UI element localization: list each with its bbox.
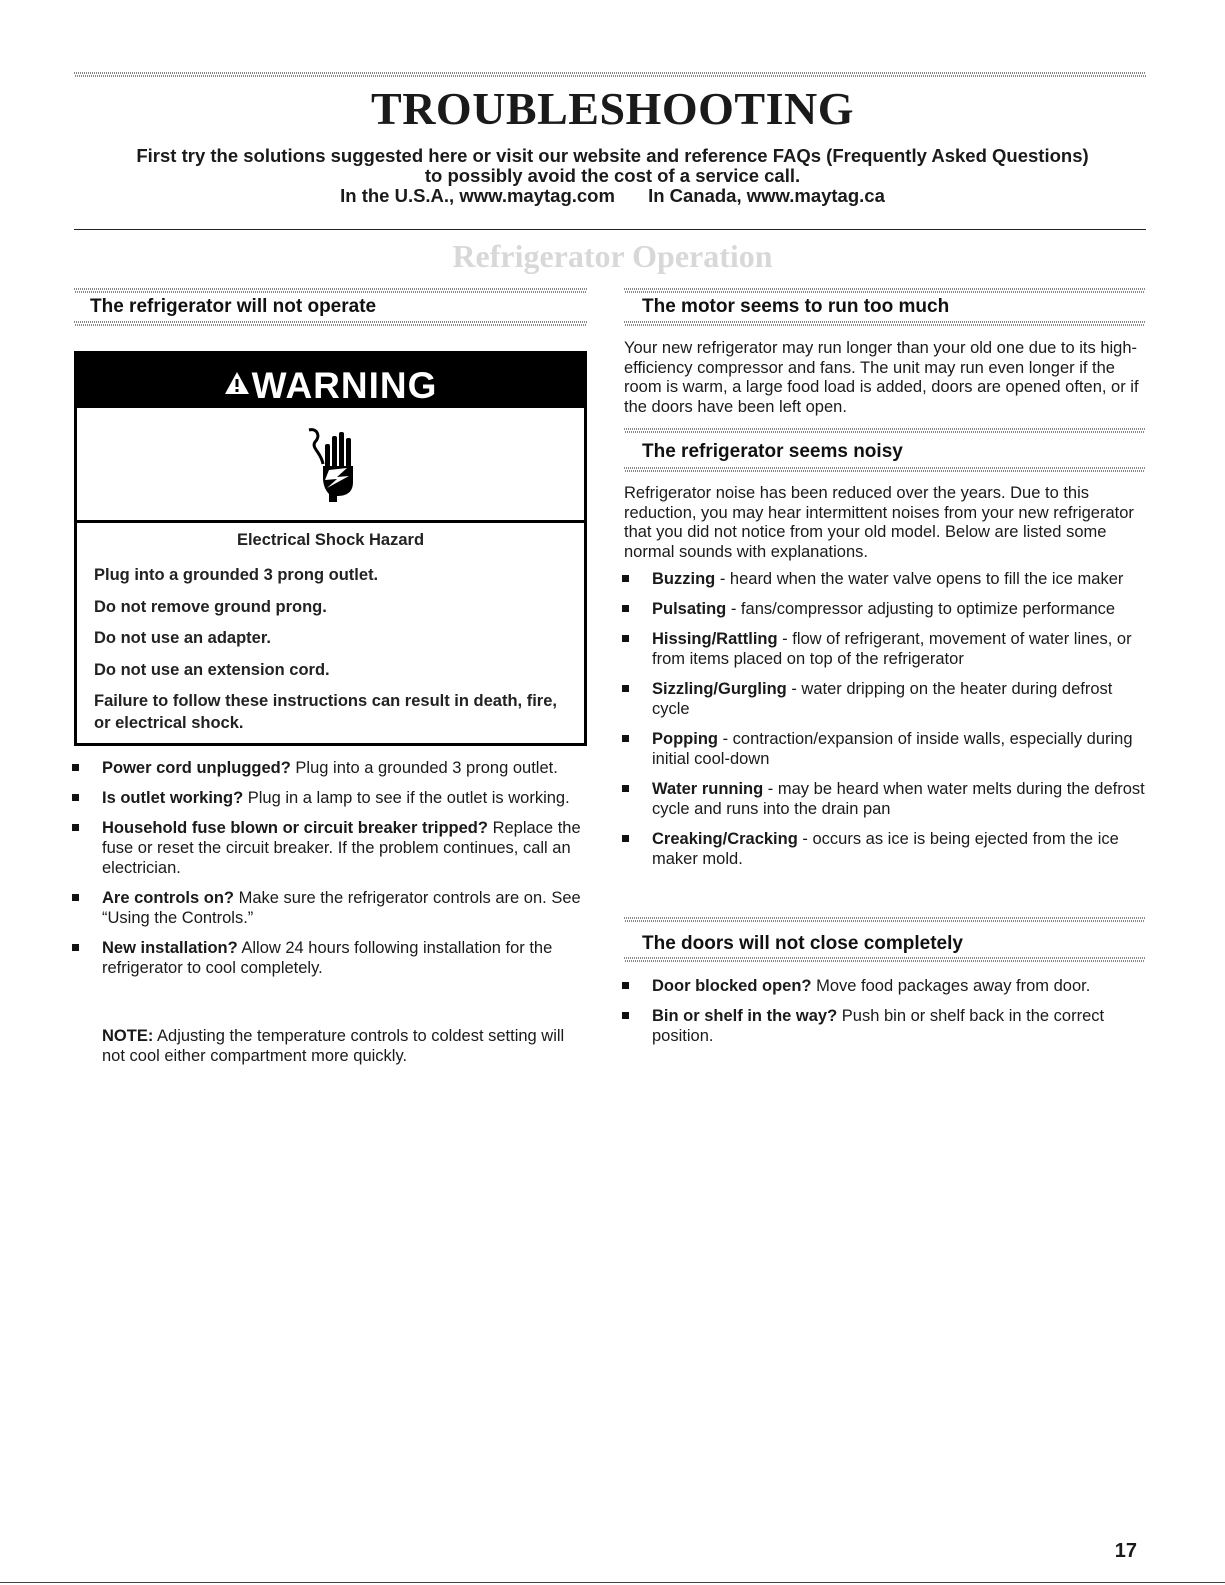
usa-website: In the U.S.A., www.maytag.com <box>340 185 615 206</box>
warning-line: Failure to follow these instructions can result in death, fire, or electrical shock. <box>94 692 557 732</box>
item-lead: Sizzling/Gurgling <box>652 680 787 698</box>
item-lead: Are controls on? <box>102 889 235 907</box>
item-lead: Is outlet working? <box>102 789 244 807</box>
item-text: - contraction/expansion of inside walls, especially during initial cool-down <box>652 730 1133 768</box>
motor-heading: The motor seems to run too much <box>642 296 950 317</box>
intro-line-1: First try the solutions suggested here or visit our website and reference FAQs (Frequently Asked Questions) <box>136 145 1089 166</box>
website-links <box>60 186 1165 206</box>
page-title: TROUBLESHOOTING <box>371 83 854 134</box>
warning-label: WARNING <box>251 365 438 406</box>
list-item <box>72 788 588 808</box>
noise-list <box>622 569 1146 879</box>
item-text: Move food packages away from door. <box>811 977 1091 995</box>
item-lead: Creaking/Cracking <box>652 830 798 848</box>
list-item <box>72 888 588 928</box>
warning-triangle-icon <box>224 354 250 412</box>
warning-line: Do not remove ground prong. <box>94 597 327 616</box>
bullet-square-icon <box>622 835 629 842</box>
bullet-square-icon <box>72 894 79 901</box>
item-text: - water dripping on the heater during defrost cycle <box>652 680 1113 718</box>
left-heading: The refrigerator will not operate <box>90 296 377 317</box>
bullet-square-icon <box>622 785 629 792</box>
doors-heading: The doors will not close completely <box>642 933 963 954</box>
list-item <box>72 938 588 978</box>
item-lead: Hissing/Rattling <box>652 630 778 648</box>
left-bullet-list <box>72 758 588 988</box>
list-item <box>72 758 588 778</box>
bullet-square-icon <box>622 1012 629 1019</box>
item-text: - may be heard when water melts during the defrost cycle and runs into the drain pan <box>652 780 1145 818</box>
noisy-text: Refrigerator noise has been reduced over the years. Due to this reduction, you may hear intermittent noises from your new refrigerator that you did not notice from your old model. Below are listed some normal sounds with explanations. <box>624 484 1134 561</box>
bottom-rule <box>0 1582 1225 1583</box>
item-text: - heard when the water valve opens to fill the ice maker <box>715 570 1124 588</box>
warning-line: Plug into a grounded 3 prong outlet. <box>94 566 379 584</box>
motor-heading-rule-top <box>624 288 1145 293</box>
item-lead: Door blocked open? <box>652 977 812 995</box>
note <box>102 1026 587 1066</box>
list-item <box>622 599 1146 619</box>
item-lead: Power cord unplugged? <box>102 759 291 777</box>
bullet-square-icon <box>72 824 79 831</box>
item-lead: New installation? <box>102 939 238 957</box>
item-text: Allow 24 hours following installation for the refrigerator to cool completely. <box>102 939 553 977</box>
bullet-square-icon <box>622 575 629 582</box>
doors-heading-rule-bottom <box>624 957 1145 962</box>
left-heading-rule-bottom <box>74 321 587 326</box>
bullet-square-icon <box>622 605 629 612</box>
note-label: NOTE: <box>102 1027 154 1045</box>
item-lead: Popping <box>652 730 718 748</box>
left-heading-rule-top <box>74 288 587 293</box>
bullet-square-icon <box>72 794 79 801</box>
item-lead: Pulsating <box>652 600 727 618</box>
bullet-square-icon <box>72 944 79 951</box>
noisy-heading: The refrigerator seems noisy <box>642 441 903 462</box>
list-item <box>622 569 1146 589</box>
warning-line: Do not use an adapter. <box>94 629 271 647</box>
intro-line-2: to possibly avoid the cost of a service call. <box>424 165 801 186</box>
item-lead: Bin or shelf in the way? <box>652 1007 838 1025</box>
warning-header <box>77 354 584 408</box>
intro-text <box>60 146 1165 206</box>
bullet-square-icon <box>622 982 629 989</box>
list-item <box>622 629 1146 669</box>
list-item <box>622 679 1146 719</box>
item-text: Push bin or shelf back in the correct position. <box>652 1007 1105 1045</box>
list-item <box>622 1006 1146 1046</box>
top-dotted-rule <box>74 72 1146 77</box>
bullet-square-icon <box>622 635 629 642</box>
list-item <box>622 779 1146 819</box>
doors-list <box>622 976 1146 1056</box>
bullet-square-icon <box>622 685 629 692</box>
electrical-shock-hand-icon <box>307 422 363 509</box>
noisy-heading-rule-top <box>624 428 1145 433</box>
doors-heading-rule-top <box>624 917 1145 922</box>
item-text: Replace the fuse or reset the circuit breaker. If the problem continues, call an electrician. <box>102 819 581 877</box>
hazard-title: Electrical Shock Hazard <box>236 531 425 549</box>
page-number: 17 <box>1114 1540 1137 1562</box>
section-title: Refrigerator Operation <box>452 238 773 274</box>
noisy-heading-rule-bottom <box>624 467 1145 472</box>
header-divider <box>74 229 1146 230</box>
warning-line: Do not use an extension cord. <box>94 660 330 679</box>
list-item <box>72 818 588 878</box>
list-item <box>622 976 1146 996</box>
item-lead: Household fuse blown or circuit breaker tripped? <box>102 819 488 837</box>
note-text: Adjusting the temperature controls to coldest setting will not cool either compartment more quickly. <box>102 1027 565 1065</box>
motor-text: Your new refrigerator may run longer than your old one due to its high-efficiency compressor and fans. The unit may run even longer if the room is warm, a large food load is added, doors are opened often, or if the doors have been left open. <box>624 339 1139 416</box>
bullet-square-icon <box>622 735 629 742</box>
item-text: Plug in a lamp to see if the outlet is working. <box>243 789 570 807</box>
bullet-square-icon <box>72 764 79 771</box>
warning-list <box>94 564 564 744</box>
item-text: Plug into a grounded 3 prong outlet. <box>290 759 558 777</box>
item-lead: Buzzing <box>652 570 716 588</box>
item-lead: Water running <box>652 780 764 798</box>
canada-website: In Canada, www.maytag.ca <box>648 185 885 206</box>
list-item <box>622 829 1146 869</box>
item-text: - occurs as ice is being ejected from the ice maker mold. <box>652 830 1119 868</box>
item-text: - fans/compressor adjusting to optimize performance <box>726 600 1116 618</box>
item-text: Make sure the refrigerator controls are on. See “Using the Controls.” <box>102 889 581 927</box>
item-text: - flow of refrigerant, movement of water lines, or from items placed on top of the refrigerator <box>652 630 1132 668</box>
warning-box <box>74 351 587 746</box>
warning-icon-area <box>77 408 584 523</box>
motor-heading-rule-bottom <box>624 321 1145 326</box>
list-item <box>622 729 1146 769</box>
